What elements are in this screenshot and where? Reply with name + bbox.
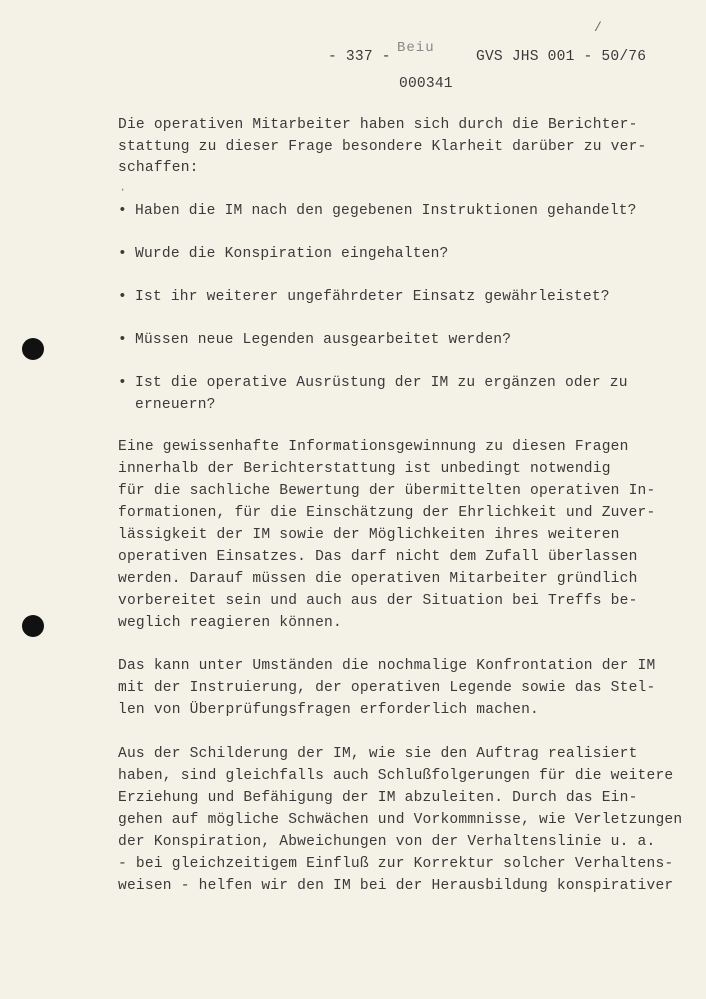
- bullet-marker: •: [118, 375, 127, 391]
- archive-number: 000341: [399, 76, 453, 92]
- stray-dot-mark: ·: [119, 183, 127, 197]
- intro-line: schaffen:: [118, 160, 199, 176]
- paragraph-line: vorbereitet sein und auch aus der Situation bei Treffs be-: [118, 593, 638, 609]
- tick-mark: /: [594, 20, 602, 35]
- paragraph-line: weisen - helfen wir den IM bei der Herausbildung konspirativer: [118, 878, 674, 894]
- punch-hole-upper: [22, 338, 44, 360]
- bullet-marker: •: [118, 246, 127, 262]
- paragraph-line: gehen auf mögliche Schwächen und Vorkommnisse, wie Verletzungen: [118, 812, 683, 828]
- intro-line: Die operativen Mitarbeiter haben sich durch die Berichter-: [118, 117, 638, 133]
- bullet-marker: •: [118, 332, 127, 348]
- paragraph-line: Erziehung und Befähigung der IM abzuleiten. Durch das Ein-: [118, 790, 638, 806]
- paragraph-line: len von Überprüfungsfragen erforderlich machen.: [118, 702, 540, 718]
- paragraph-line: - bei gleichzeitigem Einfluß zur Korrektur solcher Verhaltens-: [118, 856, 674, 872]
- page-number: - 337 -: [328, 49, 391, 65]
- paragraph-line: weglich reagieren können.: [118, 615, 342, 631]
- paragraph-line: innerhalb der Berichterstattung ist unbedingt notwendig: [118, 461, 611, 477]
- paragraph-line: mit der Instruierung, der operativen Legende sowie das Stel-: [118, 680, 656, 696]
- paragraph-line: werden. Darauf müssen die operativen Mitarbeiter gründlich: [118, 571, 638, 587]
- bullet-text-line: Ist ihr weiterer ungefährdeter Einsatz gewährleistet?: [135, 289, 610, 305]
- document-code: GVS JHS 001 - 50/76: [476, 49, 647, 65]
- paragraph-line: Eine gewissenhafte Informationsgewinnung zu diesen Fragen: [118, 439, 629, 455]
- paragraph-line: Das kann unter Umständen die nochmalige Konfrontation der IM: [118, 658, 656, 674]
- paragraph-line: der Konspiration, Abweichungen von der Verhaltenslinie u. a.: [118, 834, 656, 850]
- bullet-marker: •: [118, 289, 127, 305]
- bullet-text-line: Müssen neue Legenden ausgearbeitet werden?: [135, 332, 512, 348]
- paragraph-line: lässigkeit der IM sowie der Möglichkeiten ihres weiteren: [118, 527, 620, 543]
- bullet-text-line: Wurde die Konspiration eingehalten?: [135, 246, 449, 262]
- paragraph-line: operativen Einsatzes. Das darf nicht dem Zufall überlassen: [118, 549, 638, 565]
- intro-line: stattung zu dieser Frage besondere Klarheit darüber zu ver-: [118, 139, 647, 155]
- punch-hole-lower: [22, 615, 44, 637]
- paragraph-line: formationen, für die Einschätzung der Ehrlichkeit und Zuver-: [118, 505, 656, 521]
- bullet-text-line: Haben die IM nach den gegebenen Instruktionen gehandelt?: [135, 203, 637, 219]
- bullet-text-line: Ist die operative Ausrüstung der IM zu ergänzen oder zu: [135, 375, 628, 391]
- paragraph-line: für die sachliche Bewertung der übermittelten operativen In-: [118, 483, 656, 499]
- bullet-text-line: erneuern?: [135, 397, 216, 413]
- bullet-marker: •: [118, 203, 127, 219]
- paragraph-line: haben, sind gleichfalls auch Schlußfolgerungen für die weitere: [118, 768, 674, 784]
- paragraph-line: Aus der Schilderung der IM, wie sie den Auftrag realisiert: [118, 746, 638, 762]
- stamp-mark: Beiu: [397, 40, 435, 56]
